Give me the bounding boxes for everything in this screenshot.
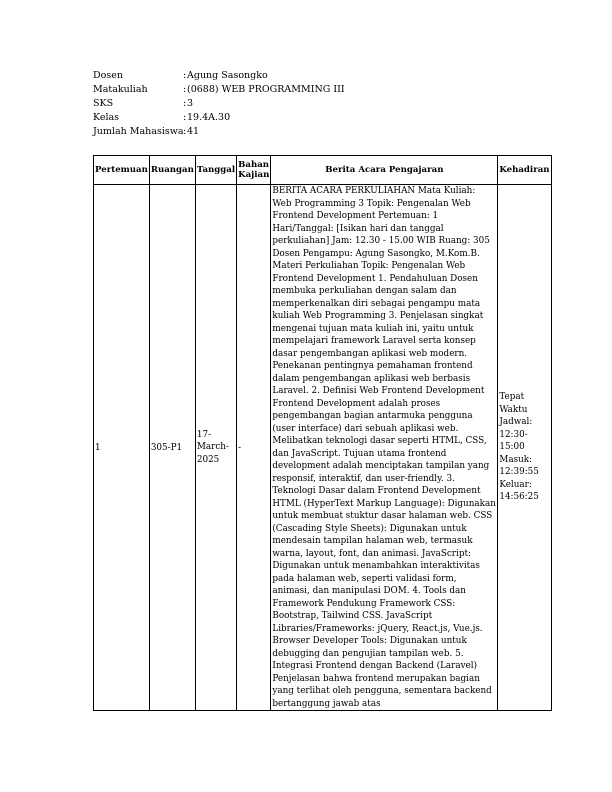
info-value: 19.4A.30 — [187, 112, 231, 123]
course-info — [93, 69, 345, 139]
cell-kehadiran: Tepat Waktu Jadwal: 12:30-15:00 Masuk: 12:39:55 Keluar: 14:56:25 — [498, 185, 551, 711]
info-label: SKS — [93, 98, 114, 109]
cell-tanggal: 17-March-2025 — [195, 185, 236, 711]
info-value: Agung Sasongko — [187, 70, 268, 81]
info-value: (0688) WEB PROGRAMMING III — [187, 84, 345, 95]
info-row-matakuliah: Matakuliah : (0688) WEB PROGRAMMING III — [93, 84, 345, 95]
cell-bahan-kajian: - — [237, 185, 271, 711]
info-row-dosen: Dosen : Agung Sasongko — [93, 70, 268, 81]
info-label: Jumlah Mahasiswa — [93, 126, 184, 137]
header-bahan-kajian: Bahan Kajian — [237, 156, 271, 185]
info-row-jumlah-mahasiswa: Jumlah Mahasiswa : 41 — [93, 126, 200, 137]
info-value: 41 — [187, 126, 200, 137]
info-row-kelas: Kelas : 19.4A.30 — [93, 112, 231, 123]
info-row-sks: SKS : 3 — [93, 98, 194, 109]
info-label: Kelas — [93, 112, 120, 123]
header-pertemuan: Pertemuan — [94, 156, 150, 185]
table-row — [94, 185, 552, 711]
cell-pertemuan: 1 — [94, 185, 150, 711]
berita-acara-table — [93, 155, 552, 711]
header-kehadiran: Kehadiran — [498, 156, 551, 185]
table-header-row — [94, 156, 552, 185]
header-tanggal: Tanggal — [195, 156, 236, 185]
cell-ruangan: 305-P1 — [149, 185, 195, 711]
header-ruangan: Ruangan — [149, 156, 195, 185]
header-berita-acara: Berita Acara Pengajaran — [271, 156, 498, 185]
info-label: Dosen — [93, 70, 123, 81]
info-value: 3 — [187, 98, 194, 109]
info-label: Matakuliah — [93, 84, 148, 95]
cell-berita-acara: BERITA ACARA PERKULIAHAN Mata Kuliah: Web Programming 3 Topik: Pengenalan Web Frontend Development Pertemuan: 1 Hari/Tanggal: [Isikan hari dan tanggal perkuliahan] Jam: 12.30 - 15.00 WIB Ruang: 305 Dosen Pengampu: Agung Sasongko, M.Kom.B. Materi Perkuliahan Topik: Pengenalan Web Frontend Development 1. Pendahuluan Dosen membuka perkuliahan dengan salam dan memperkenalkan diri sebagai pengampu mata kuliah Web Programming 3. Penjelasan singkat mengenai tujuan mata kuliah ini, yaitu untuk mempelajari framework Laravel serta konsep dasar pengembangan aplikasi web modern. Penekanan pentingnya pemahaman frontend dalam pengembangan aplikasi web berbasis Laravel. 2. Definisi Web Frontend Development Frontend Development adalah proses pengembangan bagian antarmuka pengguna (user interface) dari sebuah aplikasi web. Melibatkan teknologi dasar seperti HTML, CSS, dan JavaScript. Tujuan utama frontend development adalah menciptakan tampilan yang responsif, interaktif, dan user-friendly. 3. Teknologi Dasar dalam Frontend Development HTML (HyperText Markup Language): Digunakan untuk membuat stuktur dasar halaman web. CSS (Cascading Style Sheets): Digunakan untuk mendesain tampilan halaman web, termasuk warna, layout, font, dan animasi. JavaScript: Digunakan untuk menambahkan interaktivitas pada halaman web, seperti validasi form, animasi, dan manipulasi DOM. 4. Tools dan Framework Pendukung Framework CSS: Bootstrap, Tailwind CSS. JavaScript Libraries/Frameworks: jQuery, React.js, Vue.js. Browser Developer Tools: Digunakan untuk debugging dan pengujian tampilan web. 5. Integrasi Frontend dengan Backend (Laravel) Penjelasan bahwa frontend merupakan bagian yang terlihat oleh pengguna, sementara backend bertanggung jawab atas — [272, 186, 496, 709]
